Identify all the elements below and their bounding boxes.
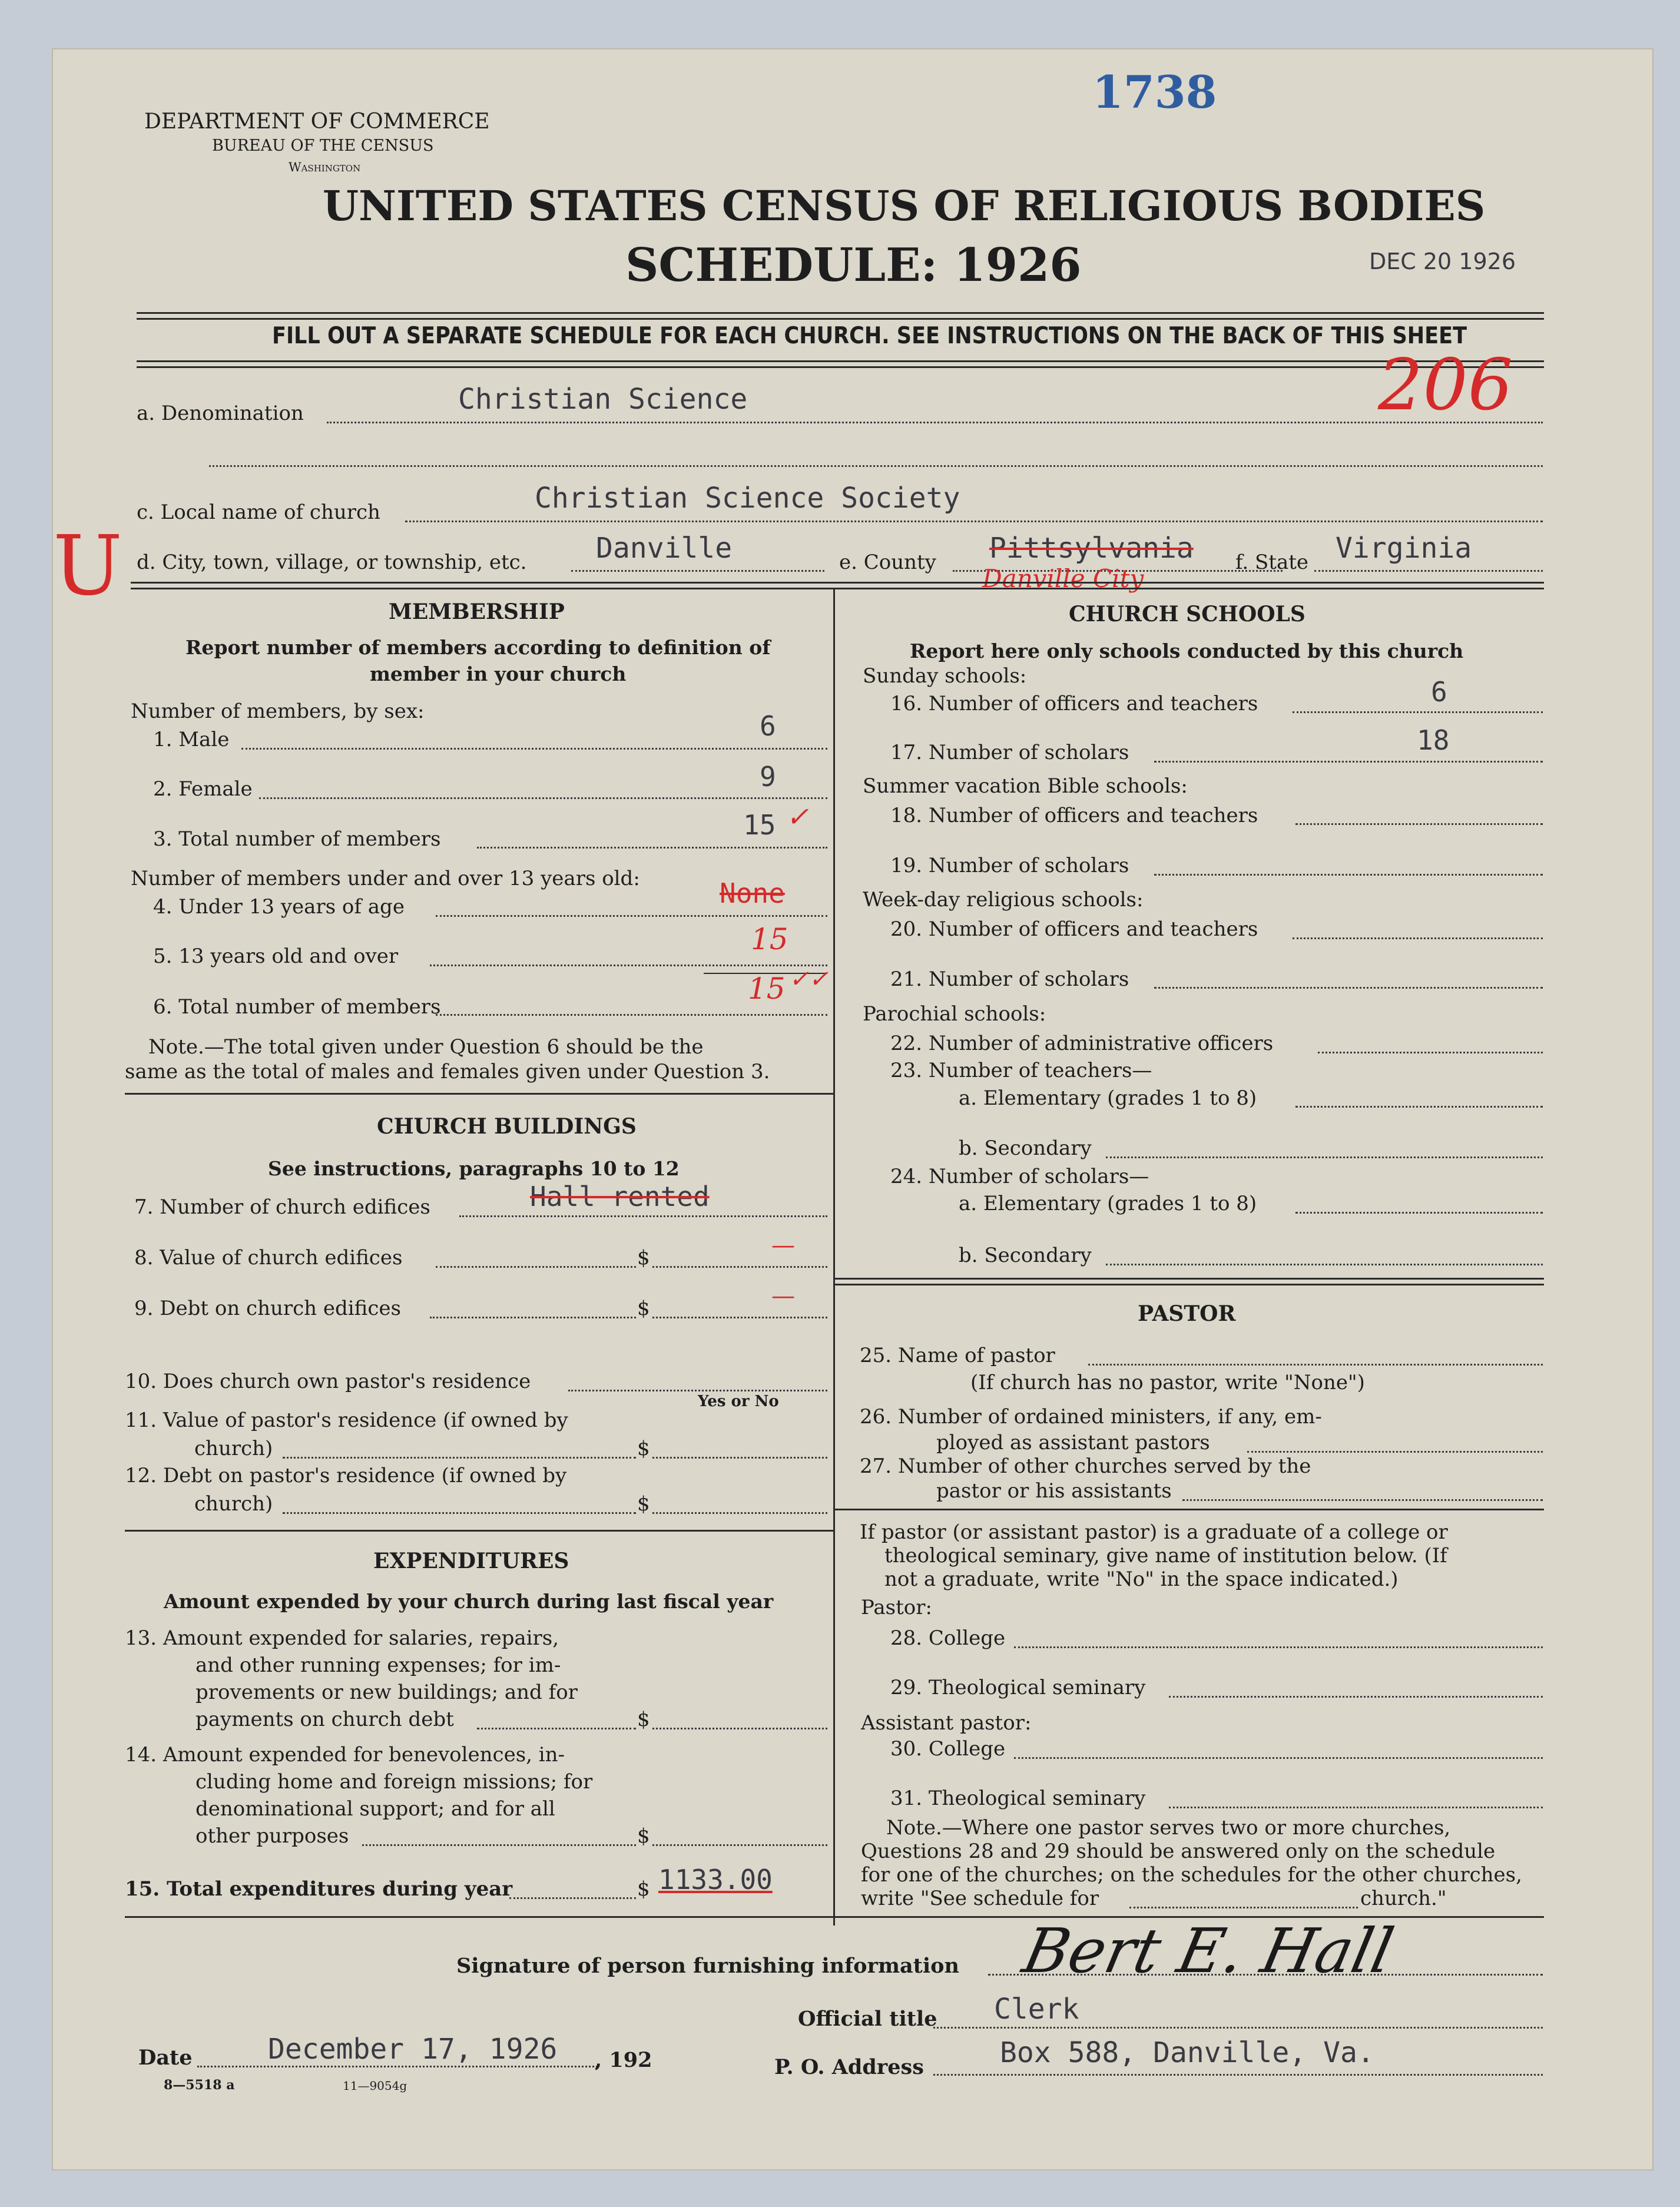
county-value: Pittsylvania [989, 532, 1194, 565]
q24b-label: b. Secondary [959, 1244, 1092, 1267]
membership-heading: MEMBERSHIP [389, 599, 565, 624]
pastor-sublabel: Pastor: [861, 1596, 932, 1619]
membership-intro-2: member in your church [370, 662, 627, 685]
q26-label-2: ployed as assistant pastors [936, 1431, 1210, 1454]
q13-label-3: provements or new buildings; and for [195, 1681, 578, 1704]
city-value: Danville [596, 532, 733, 565]
expenditures-heading: EXPENDITURES [373, 1549, 569, 1573]
schedule-title: SCHEDULE: 1926 [625, 238, 1082, 292]
q11-currency: $ [637, 1437, 650, 1460]
yes-no-hint: Yes or No [698, 1393, 779, 1410]
county-correction: Danville City [982, 564, 1144, 593]
q6-label: 6. Total number of members [153, 995, 441, 1019]
signature-label: Signature of person furnishing information [456, 1954, 959, 1978]
margin-mark: U [53, 518, 122, 614]
q2-value: 9 [760, 761, 776, 793]
expenditures-sub: Amount expended by your church during last fiscal year [164, 1590, 774, 1613]
q7-value: Hall rented [530, 1181, 710, 1212]
q14-label: 14. Amount expended for benevolences, in- [125, 1743, 565, 1767]
city-heading: Washington [289, 160, 361, 174]
q6-check: ✓✓ [789, 966, 829, 993]
po-address-label: P. O. Address [774, 2055, 924, 2079]
schools-heading: CHURCH SCHOOLS [1069, 602, 1305, 627]
q9-label: 9. Debt on church edifices [134, 1297, 401, 1320]
q15-value: 1133.00 [658, 1864, 773, 1895]
graduate-intro-3: not a graduate, write "No" in the space indicated.) [884, 1568, 1399, 1591]
city-label: d. City, town, village, or township, etc. [137, 551, 527, 574]
church-name-label: c. Local name of church [137, 501, 380, 524]
buildings-sub: See instructions, paragraphs 10 to 12 [268, 1157, 680, 1180]
q3-value: 15 [743, 809, 776, 841]
q24-label: 24. Number of scholars— [890, 1165, 1149, 1188]
q14-currency: $ [637, 1824, 650, 1848]
q3-label: 3. Total number of members [153, 827, 441, 851]
q7-label: 7. Number of church edifices [134, 1195, 430, 1219]
parochial-label: Parochial schools: [863, 1002, 1046, 1026]
q8-currency: $ [637, 1246, 650, 1270]
date-received-stamp: DEC 20 1926 [1369, 248, 1516, 274]
pastor-note-4: write "See schedule for [861, 1887, 1099, 1910]
stamp-number: 1738 [1092, 66, 1217, 118]
q21-label: 21. Number of scholars [890, 967, 1129, 991]
denomination-label: a. Denomination [137, 402, 304, 425]
q5-value: 15 [751, 922, 788, 956]
q5-label: 5. 13 years old and over [153, 945, 399, 968]
q26-label: 26. Number of ordained ministers, if any, em- [860, 1405, 1322, 1429]
q25-label: 25. Name of pastor [860, 1344, 1055, 1367]
q12-currency: $ [637, 1492, 650, 1516]
summer-label: Summer vacation Bible schools: [863, 774, 1188, 798]
q8-label: 8. Value of church edifices [134, 1246, 403, 1270]
q17-label: 17. Number of scholars [890, 741, 1129, 764]
q20-label: 20. Number of officers and teachers [890, 917, 1258, 941]
q10-label: 10. Does church own pastor's residence [125, 1370, 531, 1393]
q14-label-3: denominational support; and for all [195, 1797, 555, 1821]
signature: Bert E. Hall [1017, 1915, 1400, 1987]
print-number: 11—9054g [343, 2079, 407, 2093]
q29-label: 29. Theological seminary [890, 1676, 1146, 1699]
q2-label: 2. Female [153, 777, 253, 801]
membership-note-2: same as the total of males and females given under Question 3. [125, 1060, 770, 1083]
instruction-banner: FILL OUT A SEPARATE SCHEDULE FOR EACH CHURCH. SEE INSTRUCTIONS ON THE BACK OF THIS SHEET [272, 323, 1467, 349]
q27-label: 27. Number of other churches served by the [860, 1454, 1311, 1478]
q12-label-2: church) [194, 1492, 273, 1516]
q22-label: 22. Number of administrative officers [890, 1032, 1274, 1055]
assistant-sublabel: Assistant pastor: [861, 1711, 1032, 1735]
q1-value: 6 [760, 710, 776, 742]
date-value: December 17, 1926 [268, 2033, 558, 2066]
q4-label: 4. Under 13 years of age [153, 895, 405, 919]
weekday-label: Week-day religious schools: [863, 888, 1144, 912]
q12-label: 12. Debt on pastor's residence (if owned by [125, 1464, 567, 1487]
q23-label: 23. Number of teachers— [890, 1059, 1152, 1082]
graduate-intro-1: If pastor (or assistant pastor) is a graduate of a college or [860, 1520, 1448, 1544]
q14-label-4: other purposes [195, 1824, 349, 1848]
pastor-note-5: church." [1360, 1887, 1447, 1910]
pastor-heading: PASTOR [1138, 1301, 1236, 1326]
denomination-value: Christian Science [458, 383, 748, 416]
membership-note-1: Note.—The total given under Question 6 should be the [148, 1035, 704, 1059]
q14-label-2: cluding home and foreign missions; for [195, 1770, 593, 1794]
q13-currency: $ [637, 1708, 650, 1731]
po-address-value: Box 588, Danville, Va. [1000, 2036, 1374, 2069]
form-title: UNITED STATES CENSUS OF RELIGIOUS BODIES [323, 181, 1486, 230]
date-year-prefix: , 192 [595, 2048, 652, 2072]
graduate-intro-2: theological seminary, give name of institution below. (If [884, 1544, 1447, 1568]
official-title-label: Official title [798, 2007, 937, 2031]
buildings-heading: CHURCH BUILDINGS [377, 1114, 637, 1139]
q11-label-2: church) [194, 1437, 273, 1460]
state-label: f. State [1235, 551, 1308, 574]
q28-label: 28. College [890, 1626, 1006, 1650]
official-title-value: Clerk [994, 1993, 1079, 2026]
q9-currency: $ [637, 1297, 650, 1320]
membership-intro-1: Report number of members according to definition of [185, 636, 771, 659]
bureau-heading: BUREAU OF THE CENSUS [212, 137, 434, 155]
q30-label: 30. College [890, 1737, 1006, 1761]
q19-label: 19. Number of scholars [890, 854, 1129, 877]
church-name-value: Christian Science Society [535, 482, 960, 515]
sunday-label: Sunday schools: [863, 664, 1027, 688]
q9-value: — [771, 1283, 795, 1310]
q13-label-2: and other running expenses; for im- [195, 1653, 561, 1677]
q15-currency: $ [637, 1877, 650, 1901]
date-label: Date [138, 2046, 193, 2070]
q23a-label: a. Elementary (grades 1 to 8) [959, 1086, 1257, 1110]
q16-label: 16. Number of officers and teachers [890, 692, 1258, 715]
county-label: e. County [839, 551, 936, 574]
q1-label: 1. Male [153, 728, 230, 751]
q16-value: 6 [1431, 676, 1447, 708]
pastor-note-3: for one of the churches; on the schedules for the other churches, [861, 1863, 1522, 1887]
q25-hint: (If church has no pastor, write "None") [970, 1371, 1365, 1394]
q15-label: 15. Total expenditures during year [125, 1877, 513, 1901]
state-value: Virginia [1336, 532, 1472, 565]
q23b-label: b. Secondary [959, 1136, 1092, 1160]
q31-label: 31. Theological seminary [890, 1787, 1146, 1810]
schools-sub: Report here only schools conducted by this church [910, 639, 1464, 662]
pastor-note-1: Note.—Where one pastor serves two or more churches, [886, 1816, 1451, 1840]
q27-label-2: pastor or his assistants [936, 1479, 1172, 1503]
q13-label-4: payments on church debt [195, 1708, 454, 1731]
form-number: 8—5518 a [164, 2077, 235, 2093]
q4-value: None [720, 877, 785, 909]
q3-check: ✓ [786, 801, 809, 833]
q17-value: 18 [1417, 724, 1450, 756]
red-file-number: 206 [1378, 344, 1513, 426]
dept-heading: DEPARTMENT OF COMMERCE [144, 110, 490, 134]
q8-value: — [771, 1232, 795, 1259]
q18-label: 18. Number of officers and teachers [890, 804, 1258, 827]
q13-label: 13. Amount expended for salaries, repairs, [125, 1626, 559, 1650]
pastor-note-2: Questions 28 and 29 should be answered only on the schedule [861, 1840, 1496, 1863]
q24a-label: a. Elementary (grades 1 to 8) [959, 1192, 1257, 1215]
q6-value: 15 [748, 972, 786, 1006]
by-sex-label: Number of members, by sex: [131, 700, 425, 723]
q11-label: 11. Value of pastor's residence (if owned by [125, 1409, 568, 1432]
by-age-label: Number of members under and over 13 years old: [131, 867, 640, 890]
